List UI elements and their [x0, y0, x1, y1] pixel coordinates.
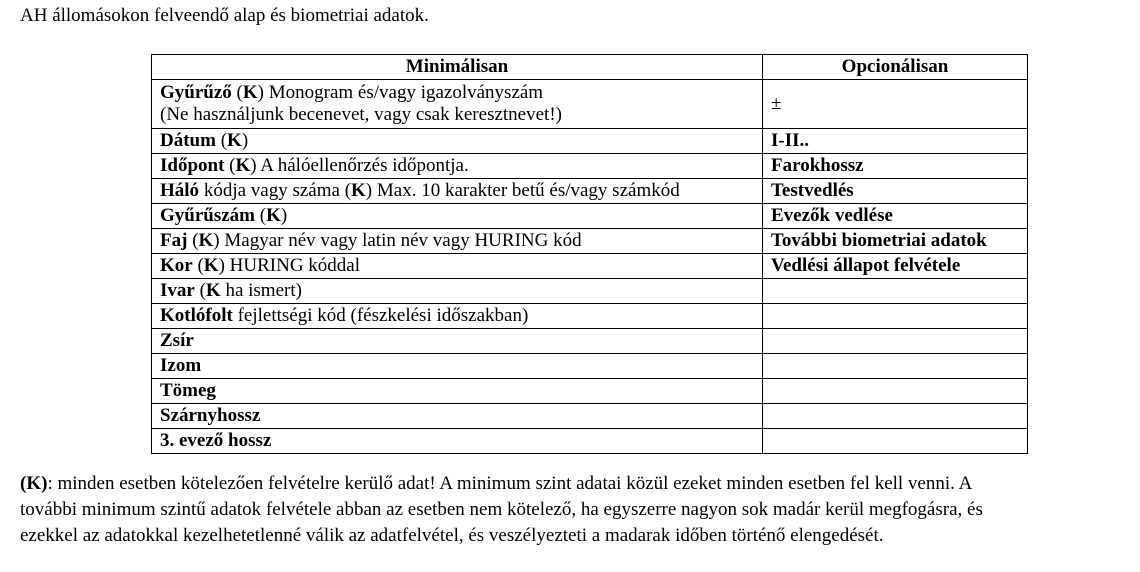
table-header-row: [152, 55, 1028, 80]
minimum-cell: [152, 279, 763, 304]
minimum-cell: [152, 80, 763, 129]
footnote-line: ezekkel az adatokkal kezelhetetlenné válik az adatfelvétel, és veszélyezteti a madarak időben történő elengedését.: [20, 525, 884, 546]
field-description: Max. 10 karakter betű és/vagy számkód: [372, 180, 680, 201]
field-name: Háló: [160, 180, 200, 201]
column-header-optional: Opcionálisan: [763, 55, 1028, 80]
optional-cell: Vedlési állapot felvétele: [763, 254, 1028, 279]
minimum-cell: [152, 304, 763, 329]
table-row: [152, 254, 1028, 279]
table-row: [152, 304, 1028, 329]
table-row: [152, 279, 1028, 304]
field-name: Gyűrűző: [160, 82, 232, 103]
table-row: [152, 329, 1028, 354]
minimum-cell: [152, 179, 763, 204]
table-row: [152, 129, 1028, 154]
footnote: [20, 471, 1130, 549]
mandatory-marker: (K): [215, 130, 249, 151]
mandatory-marker: (K): [192, 255, 225, 276]
minimum-cell: [152, 354, 763, 379]
table-row: [152, 80, 1028, 129]
field-description-prefix: kódja vagy száma: [199, 180, 345, 201]
field-name: Ivar: [160, 280, 195, 301]
field-description: A hálóellenőrzés időpontja.: [256, 155, 469, 176]
field-name: 3. evező hossz: [160, 430, 272, 451]
optional-cell: Evezők vedlése: [763, 204, 1028, 229]
table-row: [152, 354, 1028, 379]
optional-cell: További biometriai adatok: [763, 229, 1028, 254]
mandatory-marker: (K): [344, 180, 373, 201]
field-name: Zsír: [160, 330, 194, 351]
conditional-mandatory-marker: (K ha ismert): [194, 280, 302, 301]
column-header-minimum: Minimálisan: [152, 55, 763, 80]
footnote-line: további minimum szintű adatok felvétele abban az esetben nem kötelező, ha egyszerre nagyon sok madár kerül megfogásra, és: [20, 499, 983, 520]
field-name: Időpont: [160, 155, 225, 176]
minimum-cell: [152, 379, 763, 404]
optional-cell: [763, 379, 1028, 404]
mandatory-marker: (K): [236, 82, 264, 103]
mandatory-marker: (K): [224, 155, 257, 176]
field-description: fejlettségi kód (fészkelési időszakban): [232, 305, 529, 326]
field-description: Monogram és/vagy igazolványszám: [263, 82, 544, 103]
field-description: HURING kóddal: [224, 255, 361, 276]
mandatory-marker: (K): [255, 205, 288, 226]
table-row: [152, 379, 1028, 404]
field-name: Kotlófolt: [160, 305, 233, 326]
optional-cell: [763, 429, 1028, 454]
page-heading: AH állomásokon felveendő alap és biometriai adatok.: [20, 5, 429, 26]
optional-cell: I-II..: [763, 129, 1028, 154]
table-row: [152, 154, 1028, 179]
field-name: Dátum: [160, 130, 216, 151]
data-table: [151, 54, 1028, 454]
minimum-cell: [152, 129, 763, 154]
field-name: Faj: [160, 230, 188, 251]
field-name: Izom: [160, 355, 202, 376]
table-row: [152, 429, 1028, 454]
minimum-cell: [152, 329, 763, 354]
table-row: [152, 204, 1028, 229]
mandatory-marker: (K): [187, 230, 220, 251]
table-row: [152, 404, 1028, 429]
optional-cell: [763, 404, 1028, 429]
minimum-cell: [152, 254, 763, 279]
optional-cell: [763, 279, 1028, 304]
field-name: Tömeg: [160, 380, 216, 401]
field-name: Szárnyhossz: [160, 405, 261, 426]
optional-cell: Testvedlés: [763, 179, 1028, 204]
optional-cell: [763, 354, 1028, 379]
optional-cell: [763, 304, 1028, 329]
field-name: Kor: [160, 255, 193, 276]
minimum-cell: [152, 429, 763, 454]
optional-cell: Farokhossz: [763, 154, 1028, 179]
minimum-cell: [152, 154, 763, 179]
field-description: Magyar név vagy latin név vagy HURING kód: [219, 230, 582, 251]
table-row: [152, 229, 1028, 254]
minimum-cell: [152, 404, 763, 429]
footnote-line: : minden esetben kötelezően felvételre kerülő adat! A minimum szint adatai közül ezeket minden esetben fel kell venni. A: [47, 473, 973, 494]
footnote-k-label: (K): [20, 473, 48, 494]
table-row: [152, 179, 1028, 204]
minimum-cell: [152, 229, 763, 254]
plus-minus-symbol: ±: [771, 93, 782, 114]
optional-cell: [763, 80, 1028, 129]
optional-cell: [763, 329, 1028, 354]
minimum-cell: [152, 204, 763, 229]
field-name: Gyűrűszám: [160, 205, 255, 226]
field-note: (Ne használjunk becenevet, vagy csak keresztnevet!): [160, 104, 562, 125]
